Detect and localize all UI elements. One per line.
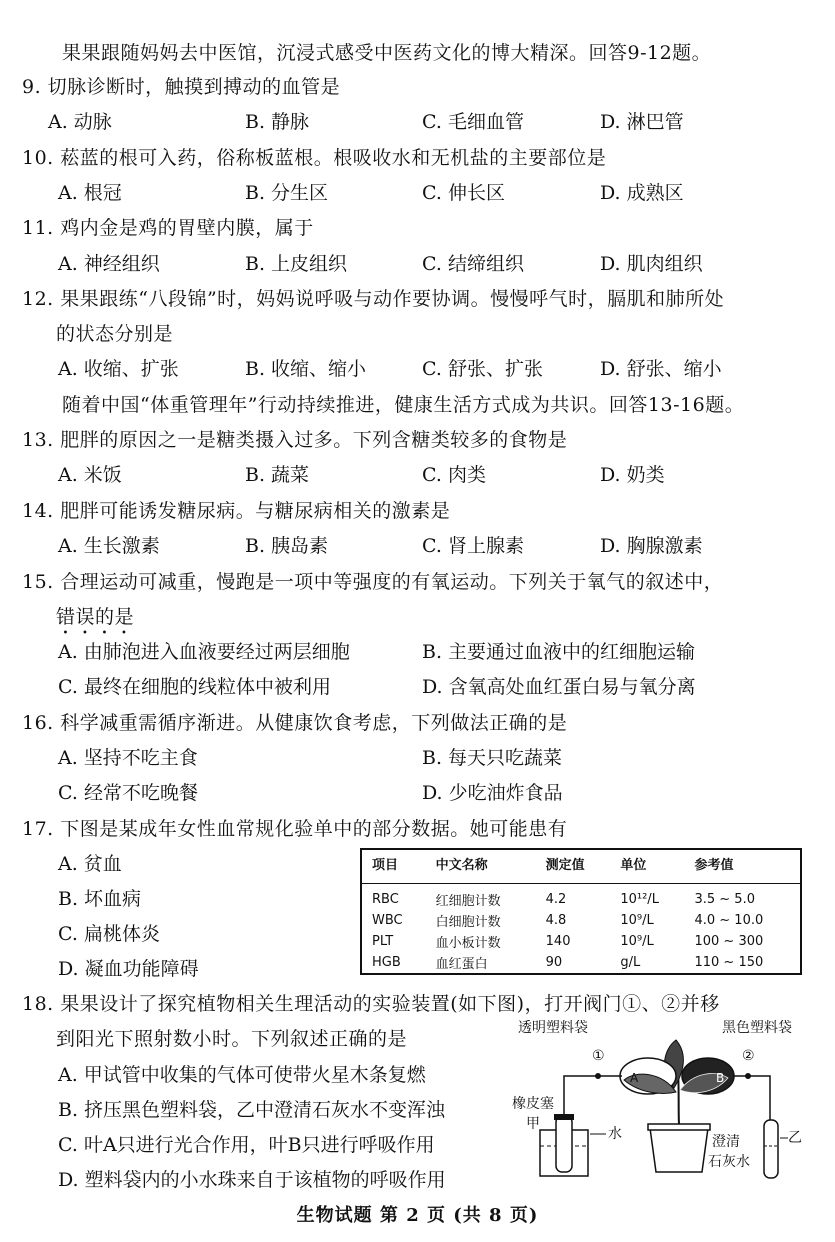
label-yi: 乙 <box>788 1130 802 1146</box>
test-tube-jia <box>556 1116 572 1172</box>
table-cell: 10⁹/L <box>620 913 654 928</box>
q16-option-d: D. 少吃油炸食品 <box>422 782 563 804</box>
table-header: 测定值 <box>536 849 611 884</box>
q13-stem: 13. 肥胖的原因之一是糖类摄入过多。下列含糖类较多的食物是 <box>22 429 568 451</box>
table-cell: 110 ~ 150 <box>694 955 764 970</box>
q18-option-c: C. 叶A只进行光合作用，叶B只进行呼吸作用 <box>58 1134 435 1156</box>
q15-option-d: D. 含氧高处血红蛋白易与氧分离 <box>422 676 696 698</box>
label-leaf-b: B <box>716 1071 725 1085</box>
q11-stem: 11. 鸡内金是鸡的胃壁内膜，属于 <box>22 217 314 239</box>
valve-2-icon <box>745 1073 751 1079</box>
q14-option-c: C. 肾上腺素 <box>422 535 524 557</box>
table-header-row <box>361 849 801 884</box>
q15-option-c: C. 最终在细胞的线粒体中被利用 <box>58 676 331 698</box>
q9-option-b: B. 静脉 <box>245 111 310 133</box>
label-black-bag: 黑色塑料袋 <box>722 1020 792 1036</box>
table-cell: 血小板计数 <box>435 936 501 951</box>
q12-stem: 12. 果果跟练“八段锦”时，妈妈说呼吸与动作要协调。慢慢呼气时，膈肌和肺所处 <box>22 288 725 310</box>
q13-option-c: C. 肉类 <box>422 464 486 486</box>
table-cell: 4.0 ~ 10.0 <box>694 913 764 928</box>
test-tube-yi <box>764 1120 778 1178</box>
table-cell: 140 <box>545 934 571 949</box>
q11-option-d: D. 肌肉组织 <box>600 253 703 275</box>
q18-option-d: D. 塑料袋内的小水珠来自于该植物的呼吸作用 <box>58 1169 446 1191</box>
q15-stem: 15. 合理运动可减重，慢跑是一项中等强度的有氧运动。下列关于氧气的叙述中， <box>22 571 724 593</box>
table-cell: 10¹²/L <box>620 892 659 907</box>
table-header: 参考值 <box>684 849 801 884</box>
table-cell: RBC <box>372 892 399 907</box>
table-cell: 4.2 <box>545 892 567 907</box>
q12-option-b: B. 收缩、缩小 <box>245 358 367 380</box>
label-jia: 甲 <box>526 1116 540 1132</box>
plant-experiment-diagram <box>512 1020 812 1192</box>
q15-stem-cont: 错误的是 <box>56 606 135 628</box>
table-cell: 10⁹/L <box>620 934 654 949</box>
q10-option-b: B. 分生区 <box>245 182 329 204</box>
table-row <box>361 931 801 952</box>
table-header: 中文名称 <box>426 849 536 884</box>
table-cell: WBC <box>372 913 403 928</box>
table-cell: 红细胞计数 <box>435 894 501 909</box>
q17-option-b: B. 坏血病 <box>58 888 142 910</box>
q9-stem: 9. 切脉诊断时，触摸到搏动的血管是 <box>22 76 341 98</box>
q11-option-b: B. 上皮组织 <box>245 253 348 275</box>
q10-option-a: A. 根冠 <box>58 182 122 204</box>
table-header: 单位 <box>610 849 684 884</box>
q13-option-d: D. 奶类 <box>600 464 665 486</box>
table-cell: 90 <box>545 955 563 970</box>
q16-option-c: C. 经常不吃晚餐 <box>58 782 198 804</box>
table-header: 项目 <box>361 849 426 884</box>
q10-option-d: D. 成熟区 <box>600 182 684 204</box>
q13-option-b: B. 蔬菜 <box>245 464 310 486</box>
q14-stem: 14. 肥胖可能诱发糖尿病。与糖尿病相关的激素是 <box>22 500 451 522</box>
q15-option-a: A. 由肺泡进入血液要经过两层细胞 <box>58 641 350 663</box>
q16-option-a: A. 坚持不吃主食 <box>58 747 198 769</box>
label-water: 水 <box>608 1126 622 1142</box>
label-limewater-2: 石灰水 <box>708 1154 750 1170</box>
q15-option-b: B. 主要通过血液中的红细胞运输 <box>422 641 696 663</box>
q13-option-a: A. 米饭 <box>58 464 122 486</box>
rubber-stopper <box>554 1114 574 1120</box>
label-leaf-a: A <box>630 1071 639 1085</box>
q14-option-a: A. 生长激素 <box>58 535 160 557</box>
table-cell: PLT <box>372 934 394 949</box>
label-valve-1: ① <box>592 1048 605 1064</box>
table-cell: 血红蛋白 <box>435 957 488 972</box>
q18-option-b: B. 挤压黑色塑料袋，乙中澄清石灰水不变浑浊 <box>58 1099 446 1121</box>
table-cell: 3.5 ~ 5.0 <box>694 892 755 907</box>
q18-stem-cont: 到阳光下照射数小时。下列叙述正确的是 <box>56 1028 408 1050</box>
valve-1-icon <box>595 1073 601 1079</box>
section-intro-9-12: 果果跟随妈妈去中医馆，沉浸式感受中医药文化的博大精深。回答9-12题。 <box>62 42 712 64</box>
page-footer: 生物试题 第 2 页 (共 8 页) <box>296 1205 539 1226</box>
q12-option-a: A. 收缩、扩张 <box>58 358 179 380</box>
q9-option-c: C. 毛细血管 <box>422 111 524 133</box>
q17-stem: 17. 下图是某成年女性血常规化验单中的部分数据。她可能患有 <box>22 818 568 840</box>
tube-right <box>734 1076 770 1128</box>
q9-option-a: A. 动脉 <box>48 111 112 133</box>
table-row <box>361 910 801 931</box>
blood-test-table <box>360 848 802 975</box>
table-cell: 白细胞计数 <box>435 915 501 930</box>
flower-pot <box>650 1128 708 1172</box>
q12-stem-cont: 的状态分别是 <box>56 323 174 345</box>
table-cell: g/L <box>620 955 641 970</box>
q16-stem: 16. 科学减重需循序渐进。从健康饮食考虑，下列做法正确的是 <box>22 712 568 734</box>
q17-option-c: C. 扁桃体炎 <box>58 923 160 945</box>
q16-option-b: B. 每天只吃蔬菜 <box>422 747 563 769</box>
q12-option-c: C. 舒张、扩张 <box>422 358 543 380</box>
q18-option-a: A. 甲试管中收集的气体可使带火星木条复燃 <box>58 1064 426 1086</box>
q10-option-c: C. 伸长区 <box>422 182 505 204</box>
q17-option-d: D. 凝血功能障碍 <box>58 958 199 980</box>
q11-option-a: A. 神经组织 <box>58 253 160 275</box>
q9-option-d: D. 淋巴管 <box>600 111 684 133</box>
table-row <box>361 884 801 911</box>
label-stopper: 橡皮塞 <box>512 1096 554 1112</box>
q12-option-d: D. 舒张、缩小 <box>600 358 722 380</box>
q14-option-d: D. 胸腺激素 <box>600 535 703 557</box>
table-cell: HGB <box>372 955 401 970</box>
q18-stem: 18. 果果设计了探究植物相关生理活动的实验装置(如下图)，打开阀门①、②并移 <box>22 993 720 1015</box>
table-cell: 4.8 <box>545 913 567 928</box>
label-valve-2: ② <box>742 1048 755 1064</box>
q14-option-b: B. 胰岛素 <box>245 535 329 557</box>
table-cell: 100 ~ 300 <box>694 934 764 949</box>
table-row <box>361 952 801 974</box>
q17-option-a: A. 贫血 <box>58 853 122 875</box>
section-intro-13-16: 随着中国“体重管理年”行动持续推进，健康生活方式成为共识。回答13-16题。 <box>62 394 745 416</box>
q10-stem: 10. 菘蓝的根可入药，俗称板蓝根。根吸收水和无机盐的主要部位是 <box>22 147 607 169</box>
label-clear-bag: 透明塑料袋 <box>518 1020 588 1036</box>
q11-option-c: C. 结缔组织 <box>422 253 524 275</box>
label-limewater: 澄清 <box>712 1134 740 1150</box>
